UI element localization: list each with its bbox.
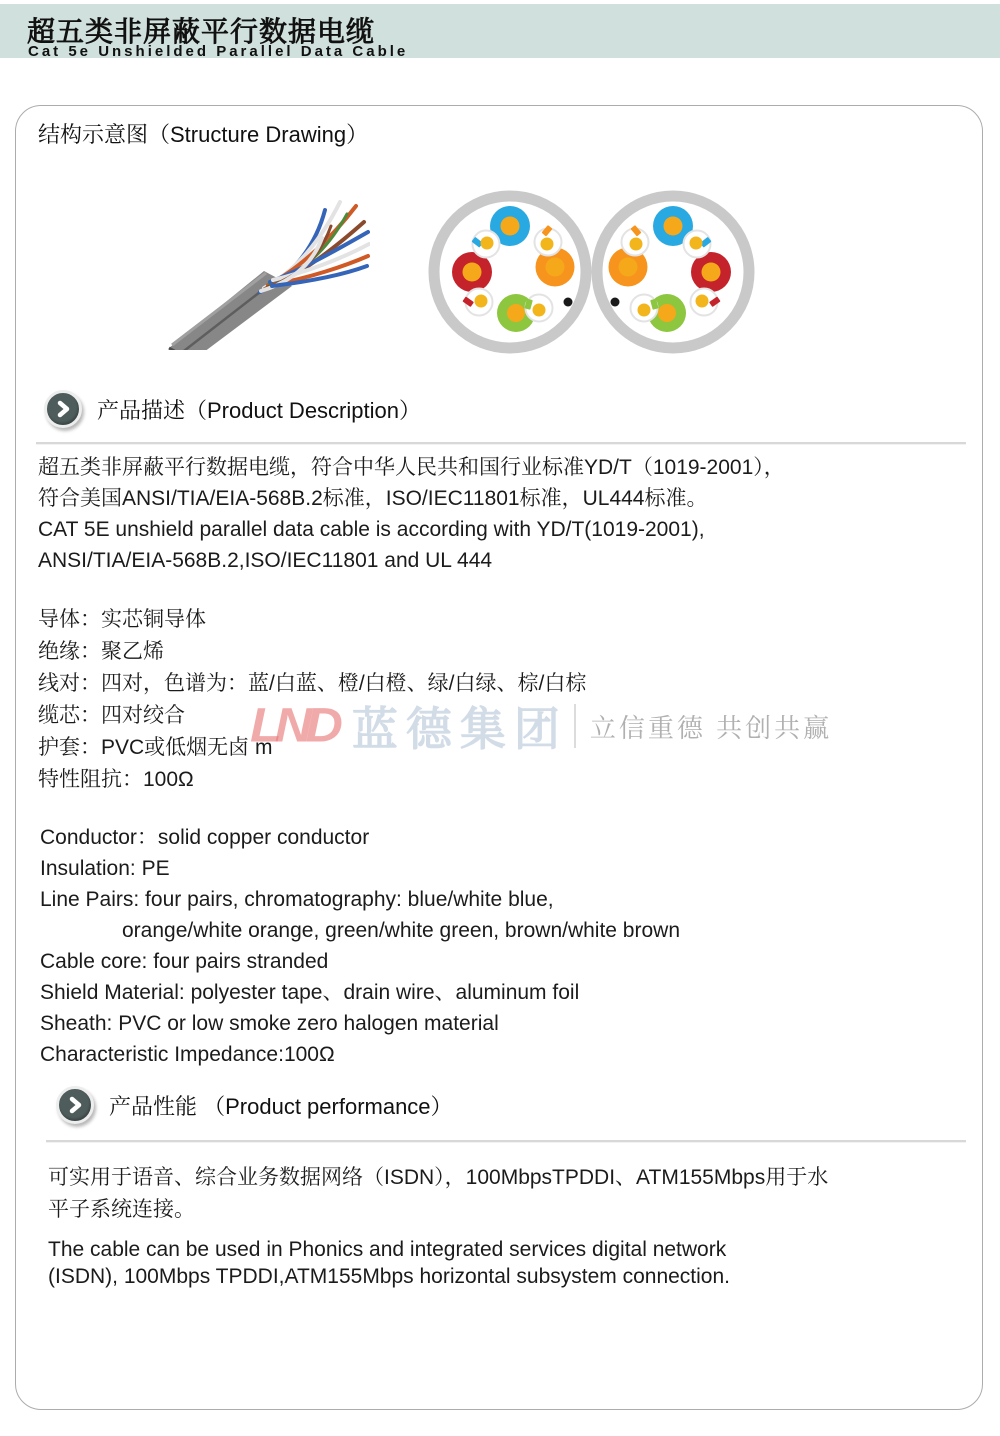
watermark-slogan: 立信重德 共创共赢: [589, 712, 833, 743]
chevron-circle-icon: [44, 390, 82, 428]
spec-line: 绝缘：聚乙烯: [38, 640, 164, 663]
chevron-circle-icon: [56, 1086, 94, 1124]
section-header-performance: [56, 1086, 453, 1124]
watermark-company-name: 蓝德集团: [351, 703, 568, 755]
text-line: 可实用于语音、综合业务数据网络（ISDN），100MbpsTPDDI、ATM155Mbps用于水: [48, 1166, 829, 1189]
watermark-logo: LND: [250, 699, 336, 753]
spec-line: 护套：PVC或低烟无卤 m: [38, 736, 273, 759]
text-line: 超五类非屏蔽平行数据电缆，符合中华人民共和国行业标准YD/T（1019-2001），: [38, 456, 785, 479]
text-line: 符合美国ANSI/TIA/EIA-568B.2标准，ISO/IEC11801标准，UL444标准。: [38, 487, 708, 510]
page-title-zh: 超五类非屏蔽平行数据电缆: [27, 16, 376, 47]
spec-line: Conductor：solid copper conductor: [40, 826, 370, 849]
spec-line: Line Pairs: four pairs, chromatography: blue/white blue,: [40, 888, 554, 911]
spec-line: 导体：实芯铜导体: [38, 608, 206, 631]
section-title-performance: 产品性能 （Product performance）: [109, 1093, 453, 1119]
page-title-en: Cat 5e Unshielded Parallel Data Cable: [28, 43, 409, 60]
section-divider: [36, 442, 966, 445]
spec-line: 缆芯：四对绞合: [38, 704, 185, 727]
spec-line: Insulation: PE: [40, 857, 170, 880]
spec-line: 特性阻抗：100Ω: [38, 768, 194, 791]
cross-section-left: [434, 196, 586, 348]
performance-text-zh: [48, 1162, 828, 1226]
text-line: The cable can be used in Phonics and integrated services digital network: [48, 1238, 727, 1261]
description-intro: [38, 452, 785, 576]
chevron-right-icon: [65, 1095, 85, 1115]
specs-en: [40, 822, 680, 1070]
text-line: 平子系统连接。: [48, 1198, 195, 1221]
spec-line: Shield Material: polyester tape、drain wire、aluminum foil: [40, 981, 580, 1004]
spec-line: Sheath: PVC or low smoke zero halogen material: [40, 1012, 499, 1035]
cable-cross-section-diagram: [423, 180, 773, 370]
specs-zh: [38, 604, 586, 796]
spec-line: 线对：四对，色谱为：蓝/白蓝、橙/白橙、绿/白绿、棕/白棕: [38, 672, 587, 695]
text-line: ANSI/TIA/EIA-568B.2,ISO/IEC11801 and UL 444: [38, 549, 493, 572]
section-header-description: [44, 390, 421, 428]
text-line: CAT 5E unshield parallel data cable is according with YD/T(1019-2001),: [38, 518, 705, 541]
spec-line: orange/white orange, green/white green, brown/white brown: [122, 919, 681, 942]
chevron-right-icon: [53, 399, 73, 419]
section-divider: [46, 1140, 966, 1143]
page-header: [0, 4, 1000, 58]
twisted-wires: [260, 202, 369, 292]
performance-text-en: [48, 1236, 730, 1290]
text-line: (ISDN), 100Mbps TPDDI,ATM155Mbps horizontal subsystem connection.: [48, 1265, 730, 1288]
spec-line: Characteristic Impedance:100Ω: [40, 1043, 335, 1066]
cross-section-right: [597, 196, 749, 348]
cable-photo: [165, 190, 370, 350]
section-title-description: 产品描述（Product Description）: [97, 397, 421, 423]
structure-heading: 结构示意图（Structure Drawing）: [38, 122, 369, 147]
spec-line: Cable core: four pairs stranded: [40, 950, 329, 973]
